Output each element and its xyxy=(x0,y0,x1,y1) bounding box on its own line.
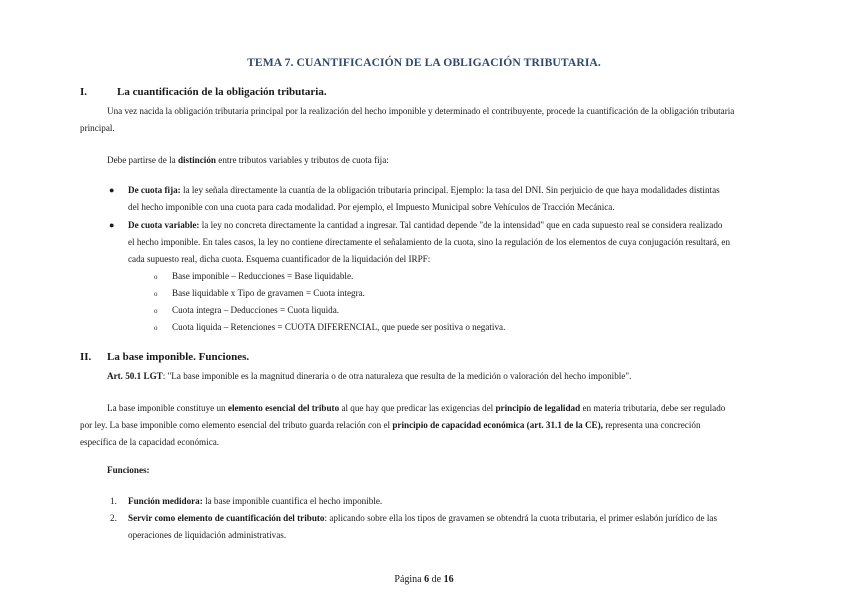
intro-line-1: Una vez nacida la obligación tributaria principal por la realización del hecho imponible y determinado el contribuyente, procede la cuantificación de la obligación tributaria xyxy=(107,106,735,116)
bullet-icon: ● xyxy=(109,220,115,230)
scheme-item: Base liquidable x Tipo de gravamen = Cuota integra. xyxy=(172,288,365,298)
base-paragraph-line-1: La base imponible constituye un elemento esencial del tributo al que hay que predicar las exigencias del principio de legalidad en materia tributaria, debe ser regulado xyxy=(107,403,726,413)
subbullet-icon: o xyxy=(154,324,158,332)
function-item-2-line-2: operaciones de liquidación administrativas. xyxy=(128,530,287,540)
section-2-heading: La base imponible. Funciones. xyxy=(107,351,250,363)
bullet-icon: ● xyxy=(109,185,115,195)
scheme-item: Cuota integra – Deducciones = Cuota liquida. xyxy=(172,305,340,315)
base-paragraph-line-2: por ley. La base imponible como elemento esencial del tributo guarda relación con el principio de capacidad económica (art. 31.1 de la CE), representa una concreción xyxy=(80,420,701,430)
section-1-number: I. xyxy=(80,86,88,98)
page-number: 6 xyxy=(424,574,430,585)
scheme-item: Base imponible – Reducciones = Base liquidable. xyxy=(172,271,354,281)
functions-heading: Funciones: xyxy=(107,465,150,475)
bullet-fixed-quota-line-1: De cuota fija: la ley señala directamente la cuantía de la obligación tributaria principal. Ejemplo: la tasa del DNI. Sin perjuicio de que haya modalidades distintas xyxy=(128,185,720,195)
bullet-variable-quota-line-1: De cuota variable: la ley no concreta directamente la cantidad a ingresar. Tal cantidad depende "de la intensidad" que en cada supuesto real se considera realizado xyxy=(128,220,723,230)
page-total: 16 xyxy=(443,574,454,585)
article-quote: Art. 50.1 LGT: "La base imponible es la magnitud dineraria o de otra naturaleza que resulta de la medición o valoración del hecho imponible". xyxy=(107,371,632,381)
function-item-1: Función medidora: la base imponible cuantifica el hecho imponible. xyxy=(128,496,383,506)
function-number: 2. xyxy=(110,513,117,523)
subbullet-icon: o xyxy=(154,290,158,298)
intro-line-2: principal. xyxy=(80,123,115,133)
distinction-paragraph: Debe partirse de la distinción entre tributos variables y tributos de cuota fija: xyxy=(107,155,389,165)
bullet-variable-quota-line-2: el hecho imponible. En tales casos, la ley no contiene directamente el señalamiento de la cuota, sino la regulación de los elementos de cuya conjugación resultará, en xyxy=(128,237,731,247)
base-paragraph-line-3: específica de la capacidad económica. xyxy=(80,437,220,447)
page-footer: Página 6 de 16 xyxy=(394,574,454,585)
section-1-heading: La cuantificación de la obligación tributaria. xyxy=(117,86,327,98)
scheme-item: Cuota liquida – Retenciones = CUOTA DIFERENCIAL, que puede ser positiva o negativa. xyxy=(172,322,506,332)
subbullet-icon: o xyxy=(154,273,158,281)
section-2-number: II. xyxy=(80,351,92,363)
bullet-fixed-quota-line-2: del hecho imponible con una cuota para cada modalidad. Por ejemplo, el Impuesto Municipal sobre Vehículos de Tracción Mecánica. xyxy=(128,202,615,212)
function-number: 1. xyxy=(110,496,117,506)
subbullet-icon: o xyxy=(154,307,158,315)
page-title: TEMA 7. CUANTIFICACIÓN DE LA OBLIGACIÓN TRIBUTARIA. xyxy=(247,56,601,69)
function-item-2-line-1: Servir como elemento de cuantificación del tributo: aplicando sobre ella los tipos de gravamen se obtendrá la cuota tributaria, el primer eslabón jurídico de las xyxy=(128,513,717,523)
bullet-variable-quota-line-3: cada supuesto real, dicha cuota. Esquema cuantificador de la liquidación del IRPF: xyxy=(128,254,431,264)
